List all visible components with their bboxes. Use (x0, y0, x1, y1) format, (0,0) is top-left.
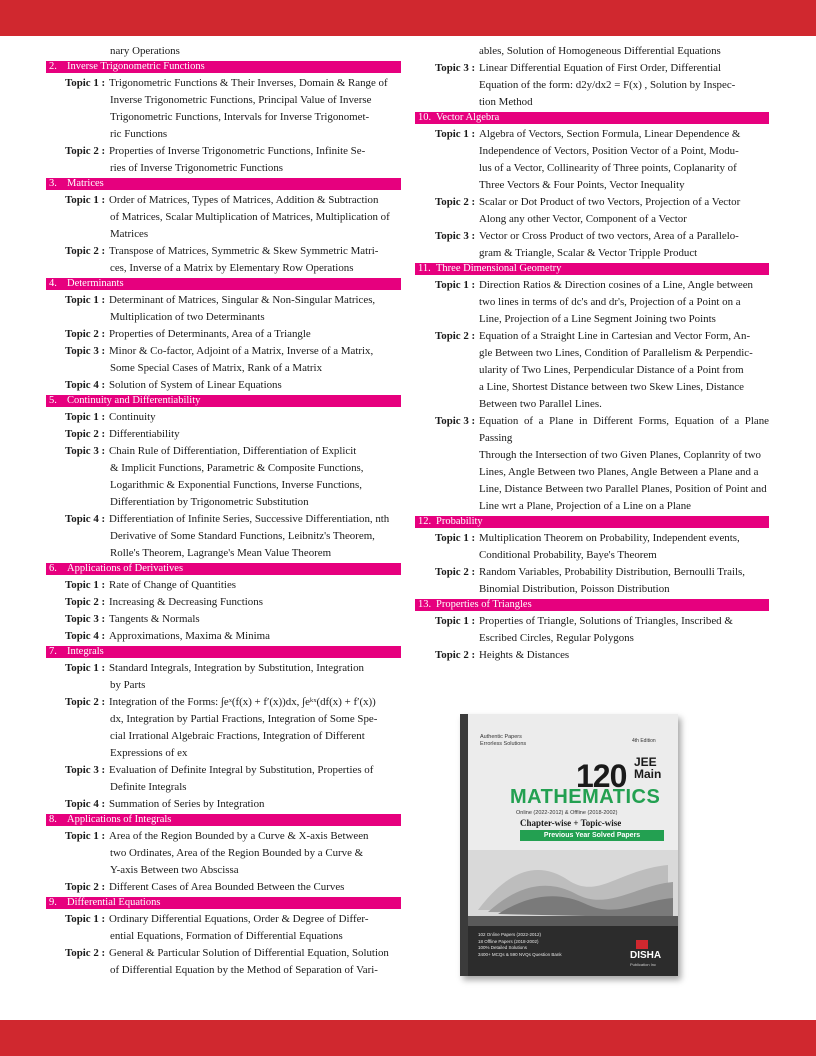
topic-continuation (46, 928, 401, 945)
topic-label: Topic 1 : (65, 77, 106, 89)
topic-row (415, 530, 769, 547)
section-header (46, 278, 401, 290)
topic-text: Line, Distance Between two Parallel Planes, Position of Point and (479, 483, 767, 495)
topic-label: Topic 2 : (65, 881, 106, 893)
topic-text: Lines, Angle Between two Planes, Angle Between a Plane and a (479, 466, 759, 478)
topic-text: ric Functions (110, 128, 168, 140)
topic-label: Topic 2 : (65, 596, 106, 608)
topic-continuation (46, 309, 401, 326)
topic-text: Scalar or Dot Product of two Vectors, Projection of a Vector (479, 196, 741, 208)
book-exam: JEE Main (634, 755, 662, 781)
topic-row (46, 409, 401, 426)
topic-label: Topic 2 : (65, 947, 106, 959)
topic-text: Evaluation of Definite Integral by Substitution, Properties of (109, 764, 374, 776)
topic-row (415, 277, 769, 294)
topic-label: Topic 1 : (65, 913, 106, 925)
topic-text: Random Variables, Probability Distribution, Bernoulli Trails, (479, 566, 746, 578)
topic-continuation (415, 464, 769, 481)
section-title: Continuity and Differentiability (67, 395, 201, 406)
topic-text: Between two Parallel Lines. (479, 398, 602, 410)
section-number: 7. (49, 646, 57, 657)
topic-text: Properties of Inverse Trigonometric Functions, Infinite Se- (109, 145, 366, 157)
topic-text: Logarithmic & Exponential Functions, Inverse Functions, (110, 479, 362, 491)
topic-row (46, 694, 401, 711)
topic-continuation (46, 711, 401, 728)
book-publisher-sub: Publication Inc (630, 962, 657, 967)
book-tagline: Authentic Papers Errorless Solutions (480, 734, 527, 747)
topic-label: Topic 3 : (435, 415, 476, 427)
topic-continuation (46, 845, 401, 862)
topic-row (46, 828, 401, 845)
topic-row (46, 628, 401, 645)
topic-text: Area of the Region Bounded by a Curve & X-axis Between (109, 830, 369, 842)
book-footer-line: 3400+ MCQs & 590 NVQs Question Bank (478, 951, 562, 957)
book-count: 120 (576, 758, 627, 794)
topic-continuation (46, 862, 401, 879)
topic-text: Along any other Vector, Component of a Vector (479, 213, 687, 225)
topic-row (415, 328, 769, 345)
topic-label: Topic 2 : (65, 245, 106, 257)
topic-row (46, 343, 401, 360)
topic-continuation (46, 745, 401, 762)
topic-continuation (46, 728, 401, 745)
topic-row (46, 443, 401, 460)
topic-text: General & Particular Solution of Differential Equation, Solution (109, 947, 389, 959)
book-banner: Previous Year Solved Papers (520, 830, 664, 841)
section-header (46, 61, 401, 73)
section-header (415, 599, 769, 611)
topic-row (46, 594, 401, 611)
topic-continuation (46, 92, 401, 109)
topic-continuation (415, 211, 769, 228)
topic-text: gle Between two Lines, Condition of Parallelism & Perpendic- (479, 347, 753, 359)
topic-continuation (415, 447, 769, 464)
topic-text: Matrices (110, 228, 149, 240)
topic-label: Topic 2 : (435, 196, 476, 208)
topic-continuation (46, 528, 401, 545)
section-number: 11. (418, 263, 431, 274)
section-title: Differential Equations (67, 897, 161, 908)
topic-row (415, 564, 769, 581)
topic-continuation (415, 77, 769, 94)
topic-text: Inverse Trigonometric Functions, Principal Value of Inverse (110, 94, 372, 106)
topic-label: Topic 2 : (435, 649, 476, 661)
section-title: Matrices (67, 178, 104, 189)
topic-continuation (415, 362, 769, 379)
topic-label: Topic 2 : (65, 145, 106, 157)
topic-text: two lines in terms of dc's and dr's, Projection of a Point on a (479, 296, 741, 308)
section-number: 2. (49, 61, 57, 72)
topic-row (46, 243, 401, 260)
section-title: Applications of Integrals (67, 814, 172, 825)
section-title: Vector Algebra (436, 112, 500, 123)
topic-text: ularity of Two Lines, Perpendicular Distance of a Point from (479, 364, 744, 376)
topic-row (415, 613, 769, 630)
topic-text: Some Special Cases of Matrix, Rank of a Matrix (110, 362, 323, 374)
topic-text: ential Equations, Formation of Differential Equations (110, 930, 343, 942)
topic-continuation (415, 245, 769, 262)
section-header (46, 897, 401, 909)
topic-label: Topic 1 : (435, 128, 476, 140)
section-number: 8. (49, 814, 57, 825)
topic-text: Standard Integrals, Integration by Substitution, Integration (109, 662, 364, 674)
topic-row (415, 228, 769, 245)
topic-row (415, 194, 769, 211)
topic-text: by Parts (110, 679, 146, 691)
topic-text: Properties of Determinants, Area of a Triangle (109, 328, 311, 340)
topic-text: Vector or Cross Product of two vectors, Area of a Parallelo- (479, 230, 739, 242)
topic-text: Independence of Vectors, Position Vector of a Point, Modu- (479, 145, 739, 157)
topic-text: Algebra of Vectors, Section Formula, Linear Dependence & (479, 128, 741, 140)
topic-label: Topic 1 : (435, 279, 476, 291)
topic-text: Y-axis Between two Abscissa (110, 864, 239, 876)
topic-row (46, 762, 401, 779)
topic-text: Rate of Change of Quantities (109, 579, 237, 591)
topic-continuation (415, 345, 769, 362)
topic-text: Equation of a Plane in Different Forms, Equation of a Plane Passing (479, 415, 769, 444)
topic-continuation (415, 396, 769, 413)
section-title: Three Dimensional Geometry (436, 263, 562, 274)
section-number: 5. (49, 395, 57, 406)
topic-label: Topic 4 : (65, 379, 106, 391)
topic-continuation (46, 160, 401, 177)
topic-text: Equation of the form: d2y/dx2 = F(x) , Solution by Inspec- (479, 79, 736, 91)
section-number: 10. (418, 112, 432, 123)
topic-text: Order of Matrices, Types of Matrices, Addition & Subtraction (109, 194, 379, 206)
topic-text: Binomial Distribution, Poisson Distribution (479, 583, 670, 595)
topic-label: Topic 3 : (435, 62, 476, 74)
section-header (415, 112, 769, 124)
topic-text: Differentiation by Trigonometric Substitution (110, 496, 309, 508)
section-number: 6. (49, 563, 57, 574)
topic-text: Differentiability (109, 428, 180, 440)
topic-label: Topic 1 : (65, 294, 106, 306)
topic-row (46, 192, 401, 209)
topic-continuation (46, 677, 401, 694)
topic-row (415, 126, 769, 143)
topic-text: Differentiation of Infinite Series, Successive Differentiation, nth (109, 513, 390, 525)
topic-text: Different Cases of Area Bounded Between the Curves (109, 881, 345, 893)
section-header (46, 178, 401, 190)
topic-text: Linear Differential Equation of First Order, Differential (479, 62, 721, 74)
topic-row (46, 292, 401, 309)
topic-row (415, 647, 769, 664)
topic-row (46, 945, 401, 962)
section-title: Integrals (67, 646, 104, 657)
topic-label: Topic 1 : (65, 411, 106, 423)
topic-row (46, 611, 401, 628)
topic-continuation (46, 962, 401, 979)
topic-label: Topic 3 : (435, 230, 476, 242)
topic-text: Multiplication of two Determinants (110, 311, 265, 323)
topic-text: Line wrt a Plane, Projection of a Line on a Plane (479, 500, 692, 512)
topic-text: Trigonometric Functions, Intervals for Inverse Trigonomet- (110, 111, 370, 123)
topic-continuation (415, 311, 769, 328)
topic-continuation (46, 226, 401, 243)
section-number: 13. (418, 599, 432, 610)
topic-label: Topic 2 : (435, 566, 476, 578)
section-title: Inverse Trigonometric Functions (67, 61, 205, 72)
topic-continuation (46, 260, 401, 277)
book-subtitle: Chapter-wise + Topic-wise (520, 818, 622, 828)
continuation-text: ables, Solution of Homogeneous Differential Equations (479, 45, 721, 57)
topic-label: Topic 1 : (435, 615, 476, 627)
topic-row (46, 143, 401, 160)
topic-label: Topic 4 : (65, 798, 106, 810)
topic-text: Determinant of Matrices, Singular & Non-Singular Matrices, (109, 294, 376, 306)
topic-text: of Matrices, Scalar Multiplication of Matrices, Multiplication of (110, 211, 390, 223)
book-footer-line: 100% Detailed Solutions (478, 945, 528, 950)
topic-text: Direction Ratios & Direction cosines of a Line, Angle between (479, 279, 754, 291)
topic-text: & Implicit Functions, Parametric & Composite Functions, (110, 462, 364, 474)
topic-text: Integration of the Forms: ∫eˣ(f(x) + f′(x))dx, ∫eᵏˣ(df(x) + f′(x)) (109, 696, 376, 708)
book-spine (460, 714, 468, 976)
topic-continuation (46, 779, 401, 796)
topic-text: Solution of System of Linear Equations (109, 379, 282, 391)
topic-label: Topic 2 : (65, 328, 106, 340)
topic-text: Ordinary Differential Equations, Order & Degree of Differ- (109, 913, 369, 925)
section-number: 3. (49, 178, 57, 189)
book-cover (460, 714, 678, 976)
topic-text: cial Irrational Algebraic Fractions, Integration of Different (110, 730, 365, 742)
book-subject: MATHEMATICS (510, 786, 661, 808)
topic-text: Transpose of Matrices, Symmetric & Skew Symmetric Matri- (109, 245, 379, 257)
book-cover-artwork (468, 850, 678, 926)
topic-text: Expressions of ex (110, 747, 188, 759)
topic-label: Topic 1 : (65, 194, 106, 206)
topic-continuation (46, 494, 401, 511)
topic-row (46, 75, 401, 92)
topic-text: Increasing & Decreasing Functions (109, 596, 263, 608)
topic-text: a Line, Shortest Distance between two Skew Lines, Distance (479, 381, 744, 393)
topic-label: Topic 4 : (65, 513, 106, 525)
continuation-line (46, 43, 401, 60)
topic-text: gram & Triangle, Scalar & Vector Tripple Product (479, 247, 698, 259)
topic-row (46, 326, 401, 343)
topic-text: Chain Rule of Differentiation, Differentiation of Explicit (109, 445, 357, 457)
section-header (415, 263, 769, 275)
topic-text: Escribed Circles, Regular Polygons (479, 632, 634, 644)
left-column (46, 43, 401, 979)
topic-continuation (415, 177, 769, 194)
topic-row (46, 377, 401, 394)
topic-row (46, 577, 401, 594)
section-title: Probability (436, 516, 483, 527)
topic-text: Trigonometric Functions & Their Inverses, Domain & Range of (109, 77, 388, 89)
section-header (46, 563, 401, 575)
topic-continuation (415, 160, 769, 177)
topic-text: Minor & Co-factor, Adjoint of a Matrix, Inverse of a Matrix, (109, 345, 374, 357)
topic-text: Equation of a Straight Line in Cartesian and Vector Form, An- (479, 330, 751, 342)
topic-text: two Ordinates, Area of the Region Bounded by a Curve & (110, 847, 364, 859)
topic-text: Through the Intersection of two Given Planes, Coplanrity of two (479, 449, 761, 461)
section-header (46, 646, 401, 658)
topic-text: Multiplication Theorem on Probability, Independent events, (479, 532, 740, 544)
topic-text: Continuity (109, 411, 156, 423)
topic-text: Summation of Series by Integration (109, 798, 265, 810)
topic-label: Topic 3 : (65, 345, 106, 357)
book-edition: 4th Edition (632, 738, 656, 744)
topic-continuation (415, 94, 769, 111)
topic-text: Conditional Probability, Baye's Theorem (479, 549, 657, 561)
topic-label: Topic 1 : (65, 579, 106, 591)
topic-label: Topic 3 : (65, 613, 106, 625)
topic-text: lus of a Vector, Collinearity of Three points, Coplanarity of (479, 162, 737, 174)
publisher-logo-icon (636, 940, 648, 949)
topic-text: tion Method (479, 96, 533, 108)
topic-continuation (46, 126, 401, 143)
topic-continuation (46, 477, 401, 494)
topic-continuation (415, 581, 769, 598)
topic-label: Topic 1 : (65, 830, 106, 842)
topic-label: Topic 4 : (65, 630, 106, 642)
section-title: Properties of Triangles (436, 599, 532, 610)
topic-text: Definite Integrals (110, 781, 187, 793)
book-editions-line: Online (2022-2012) & Offline (2018-2002) (516, 810, 618, 816)
topic-continuation (415, 481, 769, 498)
section-number: 12. (418, 516, 432, 527)
continuation-text: nary Operations (110, 45, 180, 57)
topic-text: ces, Inverse of a Matrix by Elementary Row Operations (110, 262, 354, 274)
right-column (415, 43, 769, 664)
topic-label: Topic 1 : (435, 532, 476, 544)
top-red-band (0, 0, 816, 36)
topic-label: Topic 3 : (65, 445, 106, 457)
topic-continuation (46, 545, 401, 562)
book-publisher: DISHA (630, 950, 662, 961)
book-footer-line: 18 Offline Papers (2018-2002) (478, 938, 539, 944)
topic-label: Topic 1 : (65, 662, 106, 674)
topic-text: Line, Projection of a Line Segment Joining two Points (479, 313, 716, 325)
section-title: Determinants (67, 278, 124, 289)
book-footer-lines (478, 932, 562, 958)
section-header (46, 814, 401, 826)
topic-continuation (46, 109, 401, 126)
topic-row (46, 879, 401, 896)
topic-text: Approximations, Maxima & Minima (109, 630, 270, 642)
topic-text: Derivative of Some Standard Functions, Leibnitz's Theorem, (110, 530, 375, 542)
continuation-line (415, 43, 769, 60)
topic-text: ries of Inverse Trigonometric Functions (110, 162, 284, 174)
topic-continuation (46, 460, 401, 477)
topic-text: of Differential Equation by the Method of Separation of Vari- (110, 964, 378, 976)
topic-row (46, 796, 401, 813)
topic-continuation (415, 547, 769, 564)
topic-text: Heights & Distances (479, 649, 570, 661)
topic-row (46, 426, 401, 443)
bottom-red-band (0, 1020, 816, 1056)
topic-row (46, 511, 401, 528)
topic-text: Tangents & Normals (109, 613, 200, 625)
topic-row (415, 413, 769, 447)
topic-text: dx, Integration by Partial Fractions, Integration of Some Spe- (110, 713, 378, 725)
topic-continuation (415, 143, 769, 160)
topic-continuation (415, 498, 769, 515)
topic-text: Three Vectors & Four Points, Vector Inequality (479, 179, 685, 191)
section-number: 9. (49, 897, 57, 908)
topic-text: Rolle's Theorem, Lagrange's Mean Value Theorem (110, 547, 332, 559)
topic-row (46, 911, 401, 928)
topic-label: Topic 2 : (65, 428, 106, 440)
topic-continuation (415, 379, 769, 396)
section-number: 4. (49, 278, 57, 289)
topic-row (415, 60, 769, 77)
section-header (46, 395, 401, 407)
book-footer-line: 102 Online Papers (2022-2012) (478, 932, 542, 937)
topic-continuation (415, 294, 769, 311)
topic-label: Topic 3 : (65, 764, 106, 776)
topic-continuation (46, 209, 401, 226)
topic-text: Properties of Triangle, Solutions of Triangles, Inscribed & (479, 615, 733, 627)
topic-row (46, 660, 401, 677)
topic-label: Topic 2 : (65, 696, 106, 708)
topic-continuation (46, 360, 401, 377)
topic-label: Topic 2 : (435, 330, 476, 342)
topic-continuation (415, 630, 769, 647)
section-header (415, 516, 769, 528)
section-title: Applications of Derivatives (67, 563, 184, 574)
